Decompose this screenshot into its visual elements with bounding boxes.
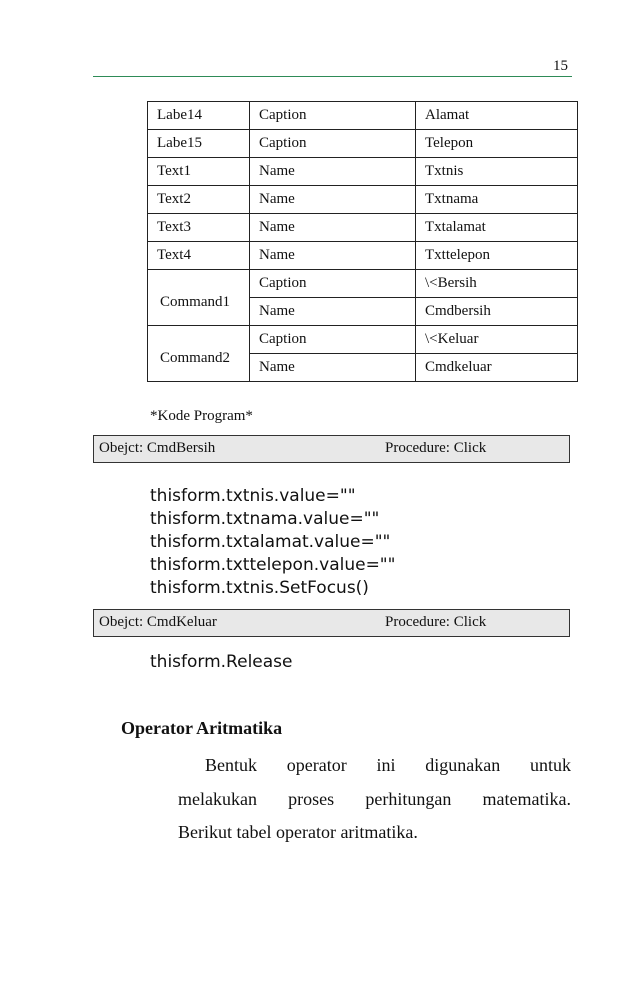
property-cell: Name (250, 354, 416, 382)
table-row (148, 242, 578, 270)
paragraph-line (205, 755, 571, 776)
word: operator (286, 755, 347, 775)
table-row (148, 102, 578, 130)
property-cell: Caption (250, 130, 416, 158)
word: ini (376, 755, 396, 775)
object-cell: Labe14 (148, 102, 250, 130)
value-cell: \<Keluar (416, 326, 578, 354)
procedure-label: Procedure: Click (385, 614, 487, 630)
value-cell: Txtnama (416, 186, 578, 214)
object-cell: Text4 (148, 242, 250, 270)
word: proses (288, 789, 335, 809)
property-cell: Name (250, 158, 416, 186)
paragraph-line (178, 789, 571, 810)
paragraph-line: Berikut tabel operator aritmatika. (178, 822, 418, 842)
value-cell: Alamat (416, 102, 578, 130)
property-cell: Name (250, 186, 416, 214)
word: matematika. (482, 789, 571, 809)
property-cell: Caption (250, 326, 416, 354)
word: untuk (529, 755, 571, 775)
property-cell: Name (250, 298, 416, 326)
code-block (150, 485, 395, 600)
object-cell-merged: Command2 (148, 326, 250, 382)
object-label: Obejct: CmdKeluar (99, 614, 217, 630)
code-header-box (93, 435, 570, 463)
value-cell: Cmdbersih (416, 298, 578, 326)
table-row (148, 214, 578, 242)
value-cell: Cmdkeluar (416, 354, 578, 382)
code-section-caption: *Kode Program* (150, 408, 253, 424)
property-cell: Caption (250, 102, 416, 130)
section-heading: Operator Aritmatika (121, 718, 283, 738)
table-row (148, 158, 578, 186)
value-cell: Txtnis (416, 158, 578, 186)
word: melakukan (178, 789, 257, 809)
object-cell: Labe15 (148, 130, 250, 158)
object-cell: Text3 (148, 214, 250, 242)
value-cell: Telepon (416, 130, 578, 158)
object-cell: Text1 (148, 158, 250, 186)
code-line: thisform.txtnis.value="" (150, 486, 356, 506)
object-label: Obejct: CmdBersih (99, 440, 216, 456)
table-row (148, 270, 578, 298)
properties-table (147, 101, 578, 382)
table-row (148, 326, 578, 354)
value-cell: \<Bersih (416, 270, 578, 298)
word: Bentuk (205, 755, 257, 775)
value-cell: Txtalamat (416, 214, 578, 242)
object-cell-merged: Command1 (148, 270, 250, 326)
code-line: thisform.txttelepon.value="" (150, 555, 396, 575)
procedure-label: Procedure: Click (385, 440, 487, 456)
property-cell: Name (250, 214, 416, 242)
table-row (148, 130, 578, 158)
code-line: thisform.txtnis.SetFocus() (150, 578, 369, 598)
code-header-box (93, 609, 570, 637)
code-block (150, 651, 292, 674)
object-cell: Text2 (148, 186, 250, 214)
code-line: thisform.txtnama.value="" (150, 509, 380, 529)
code-line: thisform.txtalamat.value="" (150, 532, 391, 552)
value-cell: Txttelepon (416, 242, 578, 270)
code-line: thisform.Release (150, 652, 293, 672)
page-number: 15 (553, 58, 568, 74)
table-row (148, 186, 578, 214)
word: perhitungan (365, 789, 452, 809)
property-cell: Name (250, 242, 416, 270)
property-cell: Caption (250, 270, 416, 298)
word: digunakan (425, 755, 501, 775)
header-rule (93, 76, 572, 77)
